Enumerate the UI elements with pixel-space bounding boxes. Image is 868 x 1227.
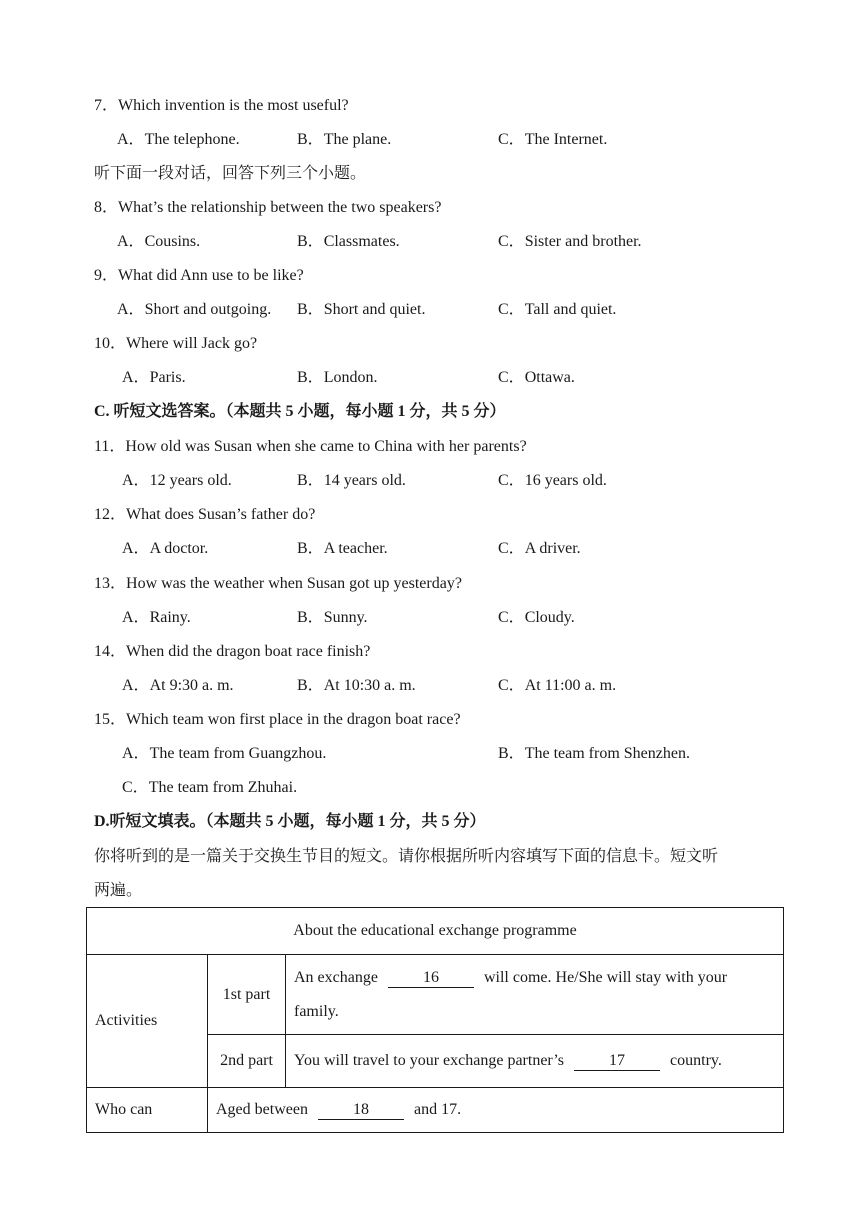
question-8	[94, 198, 441, 218]
option-c	[122, 778, 297, 798]
who-text-pre: Aged between	[216, 1101, 308, 1118]
option-label: A．	[117, 131, 145, 148]
option-a	[122, 676, 234, 696]
option-label: B．	[297, 369, 324, 386]
option-a	[122, 539, 208, 559]
question-number: 14．	[94, 643, 127, 660]
section-d-heading: D.听短文填表。（本题共 5 小题，每小题 1 分，共 5 分）	[94, 813, 486, 830]
option-c	[498, 300, 616, 320]
option-text: At 9:30 a. m.	[149, 677, 234, 694]
part1-label: 1st part	[208, 955, 286, 1035]
option-b	[297, 300, 425, 320]
option-text: The Internet.	[524, 131, 608, 148]
option-label: B．	[297, 233, 324, 250]
option-text: A teacher.	[323, 540, 388, 557]
option-c	[498, 232, 642, 252]
option-label: C．	[498, 233, 525, 250]
option-label: B．	[297, 472, 324, 489]
option-text: 14 years old.	[323, 472, 406, 489]
option-a	[122, 471, 232, 491]
question-text: Where will Jack go?	[126, 335, 258, 352]
section-d-intro-line2: 两遍。	[94, 882, 143, 899]
question-text: How old was Susan when she came to China with her parents?	[125, 438, 527, 455]
part2-text-post: country.	[670, 1052, 722, 1069]
question-number: 15．	[94, 711, 127, 728]
option-text: Sister and brother.	[524, 233, 642, 250]
question-10	[94, 334, 257, 354]
question-text: Which invention is the most useful?	[118, 97, 349, 114]
option-a	[117, 300, 271, 320]
part1-text-pre: An exchange	[294, 968, 378, 986]
option-text: 12 years old.	[149, 472, 232, 489]
who-can-content	[208, 1088, 784, 1133]
who-can-label: Who can	[87, 1088, 208, 1133]
option-text: The team from Shenzhen.	[524, 745, 690, 762]
option-text: Cousins.	[144, 233, 201, 250]
question-text: Which team won first place in the dragon boat race?	[126, 711, 461, 728]
option-label: B．	[498, 745, 525, 762]
part1-content	[286, 955, 784, 1035]
option-label: B．	[297, 540, 324, 557]
question-9	[94, 266, 304, 286]
option-label: C．	[498, 609, 525, 626]
option-b	[297, 368, 377, 388]
question-number: 12．	[94, 506, 127, 523]
question-number: 10．	[94, 335, 127, 352]
question-text: What does Susan’s father do?	[126, 506, 316, 523]
option-text: A driver.	[524, 540, 581, 557]
option-label: C．	[498, 540, 525, 557]
question-text: When did the dragon boat race finish?	[126, 643, 371, 660]
option-label: C．	[498, 472, 525, 489]
question-number: 11．	[94, 438, 126, 455]
part2-text-pre: You will travel to your exchange partner’s	[294, 1052, 565, 1069]
option-c	[498, 608, 575, 628]
option-text: The plane.	[323, 131, 392, 148]
option-text: Tall and quiet.	[524, 301, 617, 318]
part1-text-post: will come. He/She will stay with your	[483, 968, 728, 986]
option-text: Short and quiet.	[323, 301, 426, 318]
option-c	[498, 130, 607, 150]
option-b	[297, 608, 368, 628]
option-label: B．	[297, 131, 324, 148]
part2-label: 2nd part	[208, 1035, 286, 1088]
option-text: The team from Zhuhai.	[148, 779, 298, 796]
option-label: B．	[297, 609, 324, 626]
option-text: Rainy.	[149, 609, 191, 626]
dialogue-instruction: 听下面一段对话，回答下列三个小题。	[94, 165, 367, 182]
option-label: A．	[122, 745, 150, 762]
option-text: London.	[323, 369, 378, 386]
part1-text-line2: family.	[294, 1002, 339, 1020]
question-11	[94, 437, 527, 457]
option-c	[498, 676, 616, 696]
option-text: Cloudy.	[524, 609, 575, 626]
option-label: A．	[117, 301, 145, 318]
option-text: The telephone.	[144, 131, 240, 148]
question-13	[94, 574, 462, 594]
option-a	[117, 232, 200, 252]
option-label: A．	[122, 677, 150, 694]
option-c	[498, 368, 575, 388]
option-text: At 11:00 a. m.	[524, 677, 617, 694]
option-a	[117, 130, 240, 150]
option-label: A．	[122, 540, 150, 557]
option-label: C．	[498, 131, 525, 148]
option-text: Classmates.	[323, 233, 400, 250]
option-label: A．	[122, 472, 150, 489]
question-number: 8．	[94, 199, 119, 216]
question-7	[94, 96, 349, 116]
option-text: Sunny.	[323, 609, 368, 626]
option-c	[498, 471, 607, 491]
table-title: About the educational exchange programme	[87, 908, 784, 955]
blank-17[interactable]: 17	[574, 1052, 660, 1071]
option-label: A．	[122, 369, 150, 386]
option-label: A．	[117, 233, 145, 250]
option-b	[297, 471, 406, 491]
question-number: 13．	[94, 575, 127, 592]
question-text: What did Ann use to be like?	[118, 267, 304, 284]
info-card-table	[86, 907, 784, 1133]
option-text: 16 years old.	[524, 472, 607, 489]
option-b	[297, 232, 400, 252]
question-number: 9．	[94, 267, 119, 284]
option-a	[122, 368, 186, 388]
option-text: Paris.	[149, 369, 186, 386]
option-c	[498, 539, 581, 559]
table-row	[87, 1088, 784, 1133]
blank-16[interactable]: 16	[388, 969, 474, 988]
option-text: The team from Guangzhou.	[149, 745, 327, 762]
question-14	[94, 642, 370, 662]
question-12	[94, 505, 315, 525]
option-label: C．	[498, 369, 525, 386]
option-b	[297, 676, 416, 696]
option-text: At 10:30 a. m.	[323, 677, 416, 694]
option-b	[498, 744, 690, 764]
option-label: A．	[122, 609, 150, 626]
option-label: C．	[498, 301, 525, 318]
question-text: How was the weather when Susan got up yesterday?	[126, 575, 462, 592]
question-15	[94, 710, 461, 730]
option-text: A doctor.	[149, 540, 209, 557]
question-text: What’s the relationship between the two speakers?	[118, 199, 442, 216]
part2-content	[286, 1035, 784, 1088]
option-a	[122, 608, 191, 628]
option-label: B．	[297, 301, 324, 318]
section-c-heading: C. 听短文选答案。（本题共 5 小题，每小题 1 分，共 5 分）	[94, 403, 506, 420]
option-text: Ottawa.	[524, 369, 575, 386]
table-row	[87, 955, 784, 1035]
question-number: 7．	[94, 97, 119, 114]
option-text: Short and outgoing.	[144, 301, 272, 318]
section-d-intro-line1: 你将听到的是一篇关于交换生节目的短文。请你根据所听内容填写下面的信息卡。短文听	[94, 848, 719, 865]
who-text-post: and 17.	[413, 1101, 462, 1118]
blank-18[interactable]: 18	[318, 1101, 404, 1120]
option-b	[297, 130, 391, 150]
option-label: C．	[122, 779, 149, 796]
table-title-row	[87, 908, 784, 955]
activities-label: Activities	[87, 955, 208, 1088]
option-label: B．	[297, 677, 324, 694]
option-label: C．	[498, 677, 525, 694]
option-b	[297, 539, 388, 559]
option-a	[122, 744, 326, 764]
